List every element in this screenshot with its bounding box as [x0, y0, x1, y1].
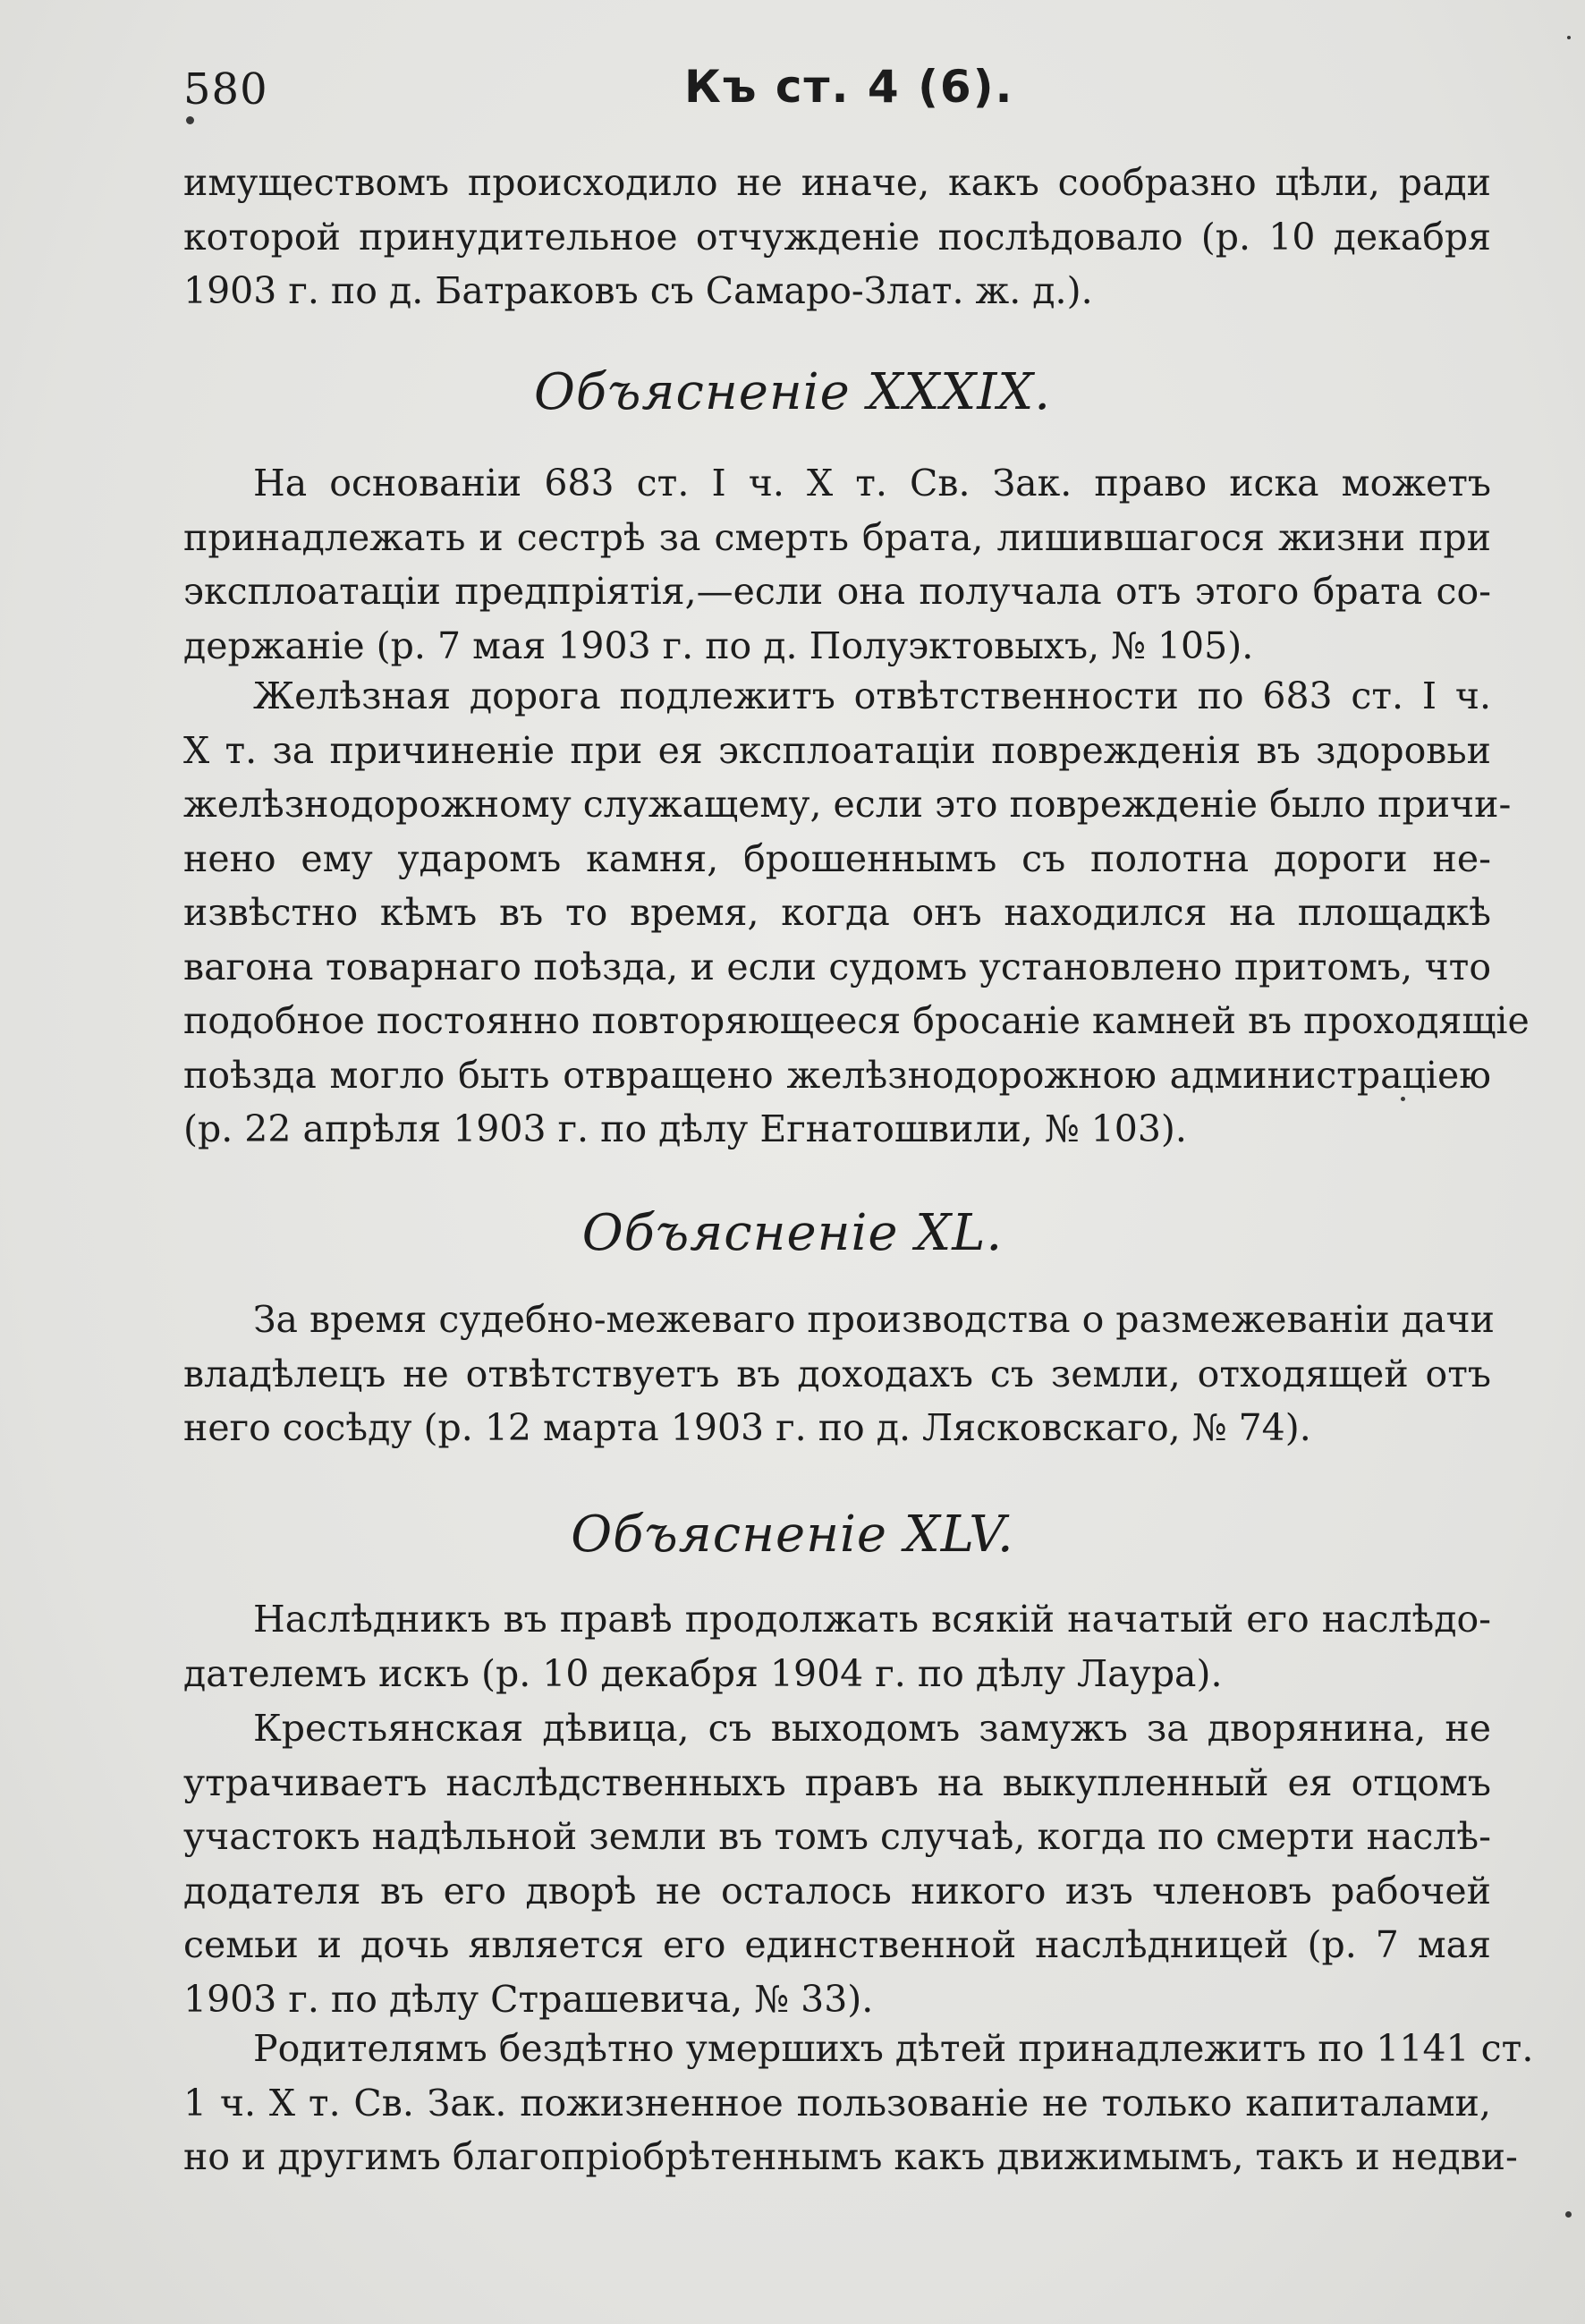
text-line: имуществомъ происходило не иначе, какъ сообразно цѣли, ради: [183, 161, 1491, 204]
text-line: Наслѣдникъ въ правѣ продолжать всякій начатый его наслѣдо-: [253, 1598, 1491, 1641]
section-39-paragraph-2: [183, 669, 1530, 1157]
text-line: X т. за причиненіе при ея эксплоатаціи поврежденія въ здоровьи: [183, 728, 1491, 772]
ink-speck: [1565, 2211, 1572, 2218]
text-line: На основаніи 683 ст. I ч. X т. Св. Зак. право иска можетъ: [253, 462, 1491, 505]
text-line: эксплоатаціи предпріятія,—если она получала отъ этого брата со-: [183, 570, 1491, 613]
text-line: Желѣзная дорога подлежитъ отвѣтственности по 683 ст. I ч.: [253, 674, 1491, 717]
text-line: семьи и дочь является его единственной наслѣдницей (р. 7 мая: [183, 1923, 1491, 1966]
ink-speck: [1567, 36, 1571, 39]
text-line: желѣзнодорожному служащему, если это поврежденіе было причи-: [183, 783, 1512, 826]
text-line: 1903 г. по дѣлу Страшевича, № 33).: [183, 1977, 874, 2021]
section-45-paragraph-2: [183, 1701, 1491, 2026]
text-line: (р. 22 апрѣля 1903 г. по дѣлу Егнатошвили, № 103).: [183, 1107, 1187, 1150]
text-line: участокъ надѣльной земли въ томъ случаѣ, когда по смерти наслѣ-: [183, 1815, 1491, 1858]
text-line: 1 ч. X т. Св. Зак. пожизненное пользованіе не только капиталами,: [183, 2081, 1491, 2125]
text-line: него сосѣду (р. 12 марта 1903 г. по д. Лясковскаго, № 74).: [183, 1406, 1311, 1449]
text-line: держаніе (р. 7 мая 1903 г. по д. Полуэктовыхъ, № 105).: [183, 623, 1254, 667]
section-45-paragraph-1: [183, 1592, 1491, 1701]
text-line: которой принудительное отчужденіе послѣдовало (р. 10 декабря: [183, 215, 1491, 259]
section-39-paragraph-1: [183, 456, 1491, 673]
section-40-paragraph-1: [183, 1293, 1495, 1455]
intro-paragraph: [183, 156, 1491, 318]
ink-speck: [186, 116, 194, 124]
text-line: но и другимъ благопріобрѣтеннымъ какъ движимымъ, такъ и недви-: [183, 2135, 1518, 2178]
section-heading-40: Объясненіе XL.: [581, 1204, 1004, 1262]
text-line: За время судебно-межеваго производства о размежеваніи дачи: [253, 1298, 1495, 1341]
text-line: дателемъ искъ (р. 10 декабря 1904 г. по дѣлу Лаура).: [183, 1651, 1223, 1695]
section-heading-39: Объясненіе XXXIX.: [533, 363, 1051, 421]
text-line: подобное постоянно повторяющееся бросаніе камней въ проходящіе: [183, 999, 1530, 1042]
text-line: нено ему ударомъ камня, брошеннымъ съ полотна дороги не-: [183, 836, 1491, 880]
text-line: утрачиваетъ наслѣдственныхъ правъ на выкупленный ея отцомъ: [183, 1760, 1491, 1804]
text-line: поѣзда могло быть отвращено желѣзнодорожною администраціею: [183, 1053, 1491, 1097]
text-line: владѣлецъ не отвѣтствуетъ въ доходахъ съ земли, отходящей отъ: [183, 1352, 1491, 1395]
text-line: додателя въ его дворѣ не осталось никого изъ членовъ рабочей: [183, 1869, 1491, 1913]
text-line: извѣстно кѣмъ въ то время, когда онъ находился на площадкѣ: [183, 891, 1491, 934]
text-line: Крестьянская дѣвица, съ выходомъ замужъ за дворянина, не: [253, 1707, 1491, 1750]
text-line: вагона товарнаго поѣзда, и если судомъ установлено притомъ, что: [183, 945, 1491, 988]
page-number: 580: [183, 64, 268, 115]
text-line: 1903 г. по д. Батраковъ съ Самаро-Злат. ж. д.).: [183, 269, 1093, 312]
text-line: принадлежать и сестрѣ за смерть брата, лишившагося жизни при: [183, 515, 1491, 559]
text-line: Родителямъ бездѣтно умершихъ дѣтей принадлежитъ по 1141 ст.: [253, 2027, 1534, 2070]
running-head: Къ ст. 4 (6).: [684, 61, 1014, 113]
section-heading-45: Объясненіе XLV.: [571, 1506, 1014, 1564]
ink-speck: [1401, 1097, 1405, 1101]
page-header: [183, 55, 1489, 118]
section-45-paragraph-3: [183, 2022, 1534, 2184]
